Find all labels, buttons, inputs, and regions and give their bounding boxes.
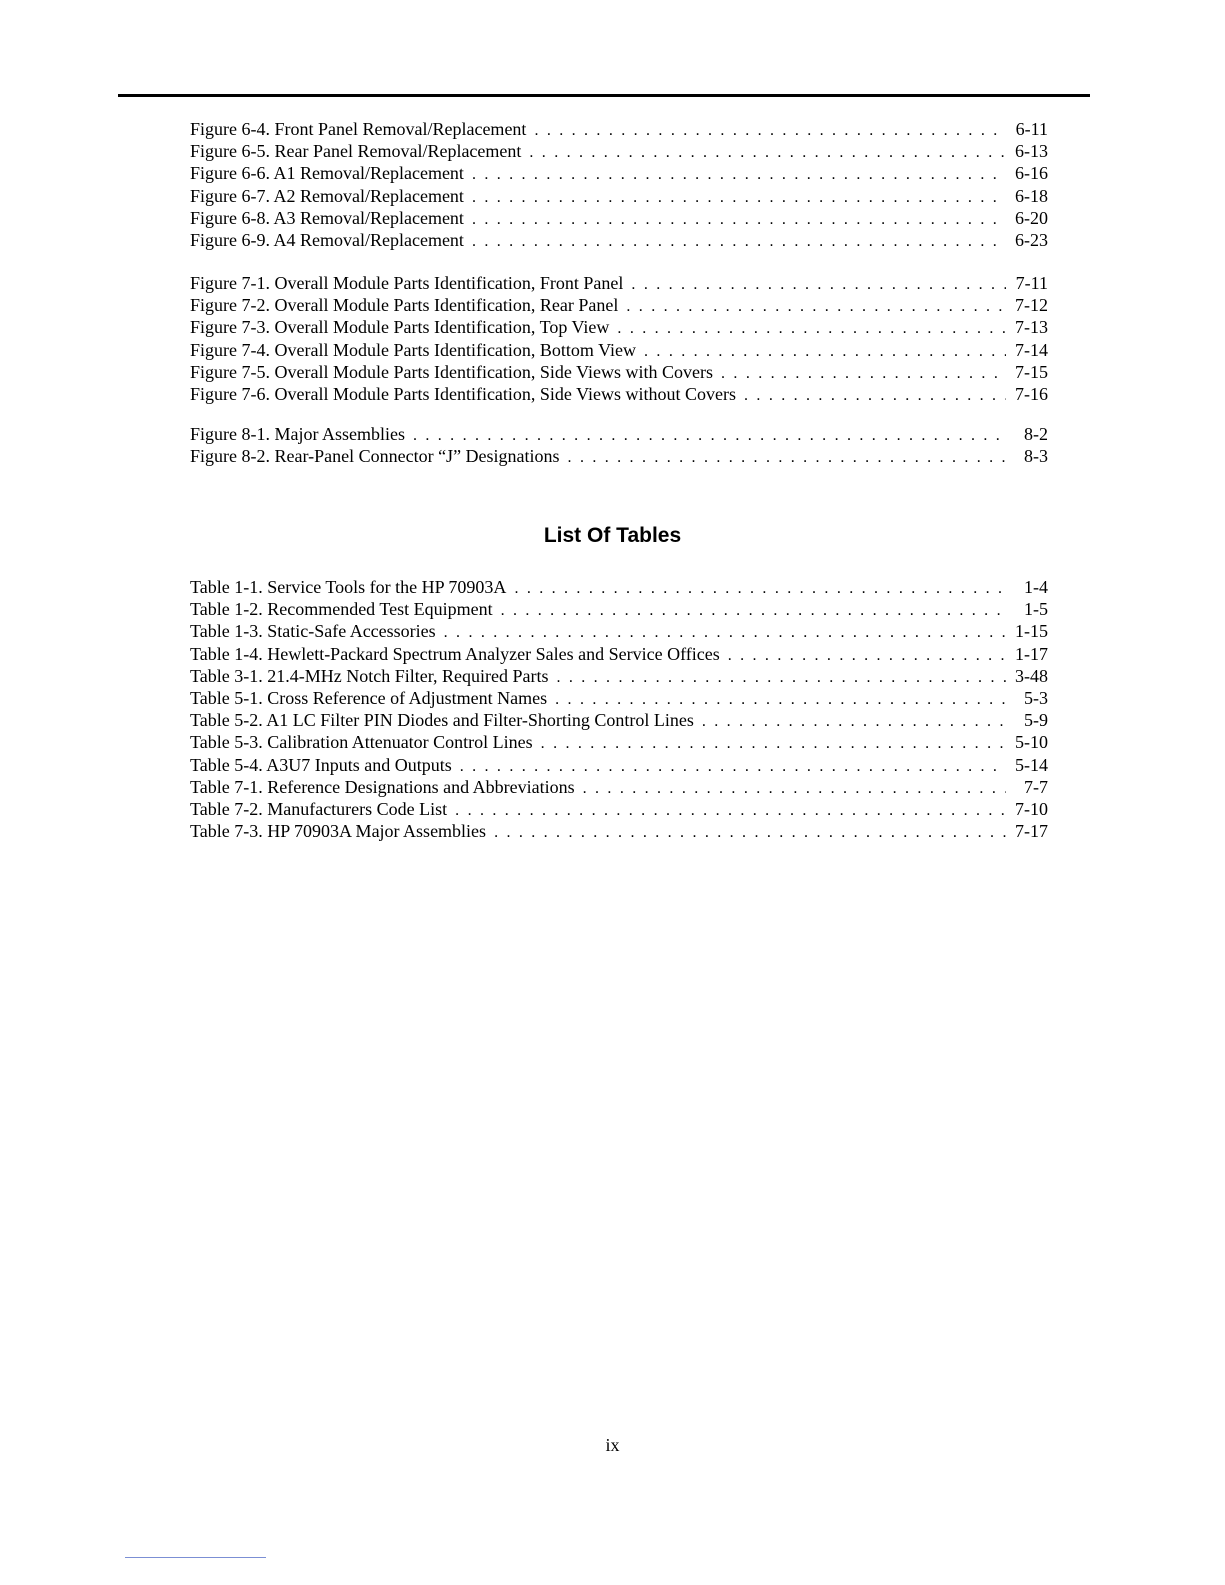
entry-title: Table 1-2. Recommended Test Equipment [190, 599, 493, 620]
entry-title: Figure 7-2. Overall Module Parts Identification, Rear Panel [190, 295, 619, 316]
entry-title: Figure 7-4. Overall Module Parts Identification, Bottom View [190, 339, 637, 360]
toc-entry[interactable] [190, 229, 1048, 251]
entry-page-number: 6-18 [1015, 185, 1048, 206]
dot-leader [631, 274, 1006, 296]
toc-entry[interactable] [190, 162, 1048, 184]
entry-title: Table 1-3. Static-Safe Accessories [190, 621, 436, 642]
toc-entry[interactable] [190, 820, 1048, 842]
entry-title: Figure 7-5. Overall Module Parts Identification, Side Views with Covers [190, 361, 714, 382]
toc-entry[interactable] [190, 140, 1048, 162]
toc-entry[interactable] [190, 207, 1048, 229]
entry-title: Table 5-4. A3U7 Inputs and Outputs [190, 754, 452, 775]
entry-page-number: 5-10 [1015, 732, 1048, 753]
entry-page-number: 1-17 [1015, 643, 1048, 664]
toc-entry[interactable] [190, 185, 1048, 207]
entry-page-number: 7-10 [1015, 798, 1048, 819]
entry-page-number: 6-16 [1015, 163, 1048, 184]
entry-title: Table 5-2. A1 LC Filter PIN Diodes and Filter-Shorting Control Lines [190, 710, 694, 731]
entry-title: Figure 7-1. Overall Module Parts Identification, Front Panel [190, 273, 624, 293]
entry-page-number: 8-3 [1024, 446, 1048, 467]
dot-leader [555, 689, 1006, 711]
figure-list-chapter-8 [190, 423, 1048, 467]
entry-title: Figure 6-4. Front Panel Removal/Replacement [190, 119, 527, 139]
toc-entry[interactable] [190, 272, 1048, 294]
toc-entry[interactable] [190, 731, 1048, 753]
entry-page-number: 7-16 [1015, 383, 1048, 404]
toc-entry[interactable] [190, 316, 1048, 338]
entry-page-number: 1-5 [1024, 599, 1048, 620]
toc-entry[interactable] [190, 665, 1048, 687]
entry-title: Figure 7-6. Overall Module Parts Identification, Side Views without Covers [190, 383, 737, 404]
dot-leader [617, 318, 1006, 340]
entry-title: Table 7-1. Reference Designations and Abbreviations [190, 776, 575, 797]
dot-leader [583, 778, 1006, 800]
dot-leader [556, 667, 1006, 689]
toc-entry[interactable] [190, 445, 1048, 467]
list-of-tables-heading: List Of Tables [543, 524, 682, 547]
dot-leader [460, 756, 1006, 778]
entry-title: Figure 6-7. A2 Removal/Replacement [190, 185, 464, 206]
dot-leader [744, 385, 1006, 407]
entry-page-number: 7-7 [1024, 776, 1048, 797]
entry-title: Table 1-1. Service Tools for the HP 70903A [190, 577, 507, 597]
toc-entry[interactable] [190, 423, 1048, 445]
dot-leader [494, 822, 1006, 844]
dot-leader [455, 800, 1006, 822]
entry-title: Table 7-3. HP 70903A Major Assemblies [190, 821, 487, 842]
dot-leader [728, 645, 1006, 667]
entry-title: Table 1-4. Hewlett-Packard Spectrum Analyzer Sales and Service Offices [190, 643, 720, 664]
entry-title: Table 7-2. Manufacturers Code List [190, 798, 448, 819]
entry-page-number: 7-17 [1015, 821, 1048, 842]
toc-entry[interactable] [190, 709, 1048, 731]
dot-leader [413, 425, 1006, 447]
entry-title: Figure 6-9. A4 Removal/Replacement [190, 229, 464, 250]
entry-page-number: 8-2 [1024, 424, 1048, 444]
figure-list-chapter-6 [190, 118, 1048, 251]
dot-leader [644, 341, 1006, 363]
dot-leader [444, 622, 1006, 644]
entry-page-number: 7-11 [1015, 273, 1048, 293]
toc-entry[interactable] [190, 754, 1048, 776]
entry-page-number: 3-48 [1015, 665, 1048, 686]
entry-title: Figure 6-8. A3 Removal/Replacement [190, 207, 464, 228]
entry-page-number: 7-13 [1015, 317, 1048, 338]
toc-entry[interactable] [190, 643, 1048, 665]
table-list [190, 576, 1048, 842]
dot-leader [514, 578, 1006, 600]
entry-page-number: 7-12 [1015, 295, 1048, 316]
entry-page-number: 6-11 [1015, 119, 1048, 139]
entry-page-number: 7-15 [1015, 361, 1048, 382]
dot-leader [529, 142, 1006, 164]
dot-leader [626, 296, 1006, 318]
figure-list-chapter-7 [190, 272, 1048, 405]
entry-page-number: 1-4 [1024, 577, 1048, 597]
dot-leader [472, 231, 1006, 253]
toc-entry[interactable] [190, 294, 1048, 316]
toc-entry[interactable] [190, 339, 1048, 361]
dot-leader [721, 363, 1006, 385]
entry-title: Figure 6-5. Rear Panel Removal/Replacement [190, 141, 522, 162]
toc-entry[interactable] [190, 776, 1048, 798]
toc-entry[interactable] [190, 361, 1048, 383]
toc-entry[interactable] [190, 598, 1048, 620]
dot-leader [472, 187, 1006, 209]
dot-leader [501, 600, 1006, 622]
toc-entry[interactable] [190, 798, 1048, 820]
entry-page-number: 6-13 [1015, 141, 1048, 162]
entry-title: Figure 7-3. Overall Module Parts Identification, Top View [190, 317, 610, 338]
toc-entry[interactable] [190, 118, 1048, 140]
bottom-left-mark [125, 1557, 266, 1558]
entry-title: Figure 8-2. Rear-Panel Connector “J” Designations [190, 446, 560, 467]
dot-leader [568, 447, 1006, 469]
dot-leader [472, 164, 1006, 186]
dot-leader [541, 733, 1006, 755]
toc-entry[interactable] [190, 620, 1048, 642]
toc-entry[interactable] [190, 383, 1048, 405]
entry-page-number: 6-23 [1015, 229, 1048, 250]
entry-title: Table 5-3. Calibration Attenuator Control Lines [190, 732, 533, 753]
entry-page-number: 5-9 [1024, 710, 1048, 731]
page-number: ix [605, 1435, 620, 1455]
toc-entry[interactable] [190, 687, 1048, 709]
entry-page-number: 1-15 [1015, 621, 1048, 642]
dot-leader [472, 209, 1006, 231]
entry-title: Table 5-1. Cross Reference of Adjustment Names [190, 687, 548, 708]
dot-leader [702, 711, 1006, 733]
top-rule [118, 94, 1090, 97]
entry-page-number: 5-3 [1024, 687, 1048, 708]
toc-entry[interactable] [190, 576, 1048, 598]
dot-leader [534, 120, 1006, 142]
entry-title: Figure 6-6. A1 Removal/Replacement [190, 163, 464, 184]
entry-page-number: 7-14 [1015, 339, 1048, 360]
entry-page-number: 5-14 [1015, 754, 1048, 775]
entry-title: Table 3-1. 21.4-MHz Notch Filter, Required Parts [190, 665, 549, 686]
entry-page-number: 6-20 [1015, 207, 1048, 228]
entry-title: Figure 8-1. Major Assemblies [190, 424, 405, 444]
